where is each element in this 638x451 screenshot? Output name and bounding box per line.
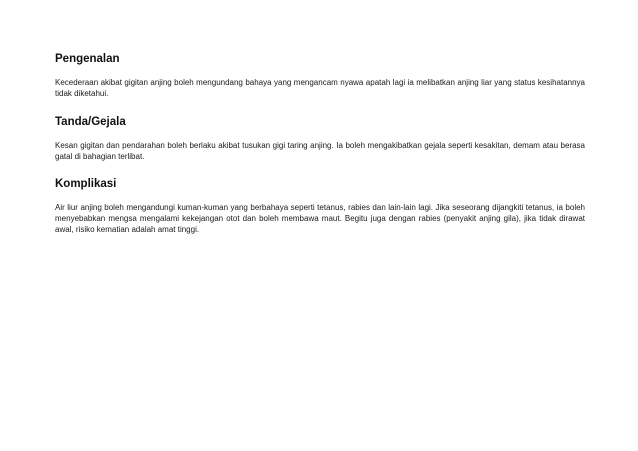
section-paragraph: Kecederaan akibat gigitan anjing boleh mengundang bahaya yang mengancam nyawa apatah lagi ia melibatkan anjing liar yang status kesihatannya tidak diketahui. (55, 78, 585, 98)
section-heading: Pengenalan (55, 53, 120, 65)
section-tanda-gejala (55, 115, 585, 162)
section-paragraph: Kesan gigitan dan pendarahan boleh berlaku akibat tusukan gigi taring anjing. Ia boleh mengakibatkan gejala seperti kesakitan, demam atau berasa gatal di bahagian terlibat. (55, 141, 585, 161)
section-pengenalan (55, 52, 585, 99)
section-paragraph: Air liur anjing boleh mengandungi kuman-kuman yang berbahaya seperti tetanus, rabies dan lain-lain lagi. Jika seseorang dijangkiti tetanus, ia boleh menyebabkan mengsa mengalami kekejangan otot dan boleh membawa maut. Begitu juga dengan rabies (penyakit anjing gila), jika tidak dirawat awal, risiko kematian adalah amat tinggi. (55, 203, 585, 234)
section-heading: Komplikasi (55, 178, 117, 190)
section-heading: Tanda/Gejala (55, 116, 126, 128)
section-komplikasi (55, 177, 585, 235)
